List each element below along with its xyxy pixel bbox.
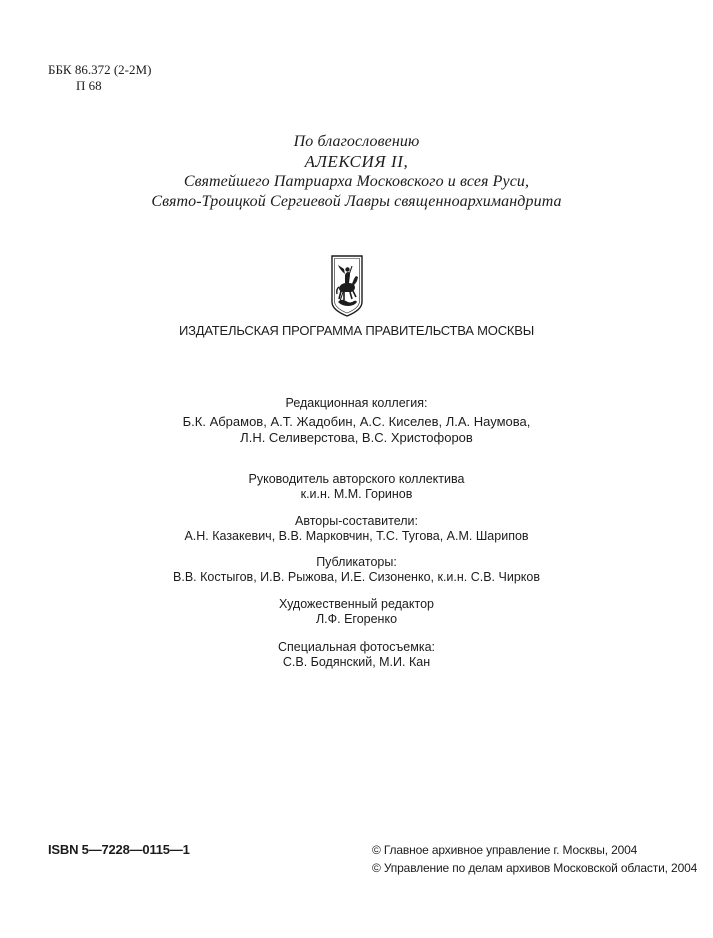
publishers-names: В.В. Костыгов, И.В. Рыжова, И.Е. Сизоненко, к.и.н. С.В. Чирков [173,570,540,584]
isbn: ISBN 5—7228—0115—1 [48,842,190,857]
head-of-authors-role: Руководитель авторского коллектива [248,472,465,486]
author-mark: П 68 [76,78,102,93]
blessing-line-1: По благословению [293,133,420,150]
photography-names: С.В. Бодянский, М.И. Кан [282,655,431,669]
art-editor-name: Л.Ф. Егоренко [315,612,398,626]
art-editor-role: Художественный редактор [279,597,434,611]
editorial-board-names-2: Л.Н. Селиверстова, В.С. Христофоров [240,429,473,445]
publishing-program-title: ИЗДАТЕЛЬСКАЯ ПРОГРАММА ПРАВИТЕЛЬСТВА МОСКВЫ [178,323,535,338]
head-of-authors [0,472,713,502]
copyright-line-2: © Управление по делам архивов Московской области, 2004 [372,860,698,875]
blessing-line-3: Святейшего Патриарха Московского и всея Руси, [183,173,530,190]
patriarch-name: АЛЕКСИЯ II, [304,152,409,171]
bbk-classification [48,62,151,94]
publishers [0,555,713,585]
photography [0,640,713,670]
editorial-board-role: Редакционная коллегия: [285,396,428,410]
copyright-line-1: © Главное архивное управление г. Москвы, 2004 [372,843,638,857]
publishers-role: Публикаторы: [316,555,397,569]
blessing-block [0,132,713,212]
compilers-role: Авторы-составители: [295,514,418,528]
bbk-code: ББК 86.372 (2-2М) [48,62,152,77]
editorial-board-names-1: Б.К. Абрамов, А.Т. Жадобин, А.С. Киселев, Л.А. Наумова, [182,414,531,429]
copyright-notices [372,842,697,877]
compilers-names: А.Н. Казакевич, В.В. Марковчин, Т.С. Тугова, А.М. Шарипов [184,529,529,543]
head-of-authors-name: к.и.н. М.М. Горинов [300,487,413,501]
photography-role: Специальная фотосъемка: [277,640,436,654]
art-editor [0,597,713,627]
moscow-coat-of-arms-icon [330,254,364,318]
compilers [0,514,713,544]
blessing-line-4: Свято-Троицкой Сергиевой Лавры священноархимандрита [151,193,562,210]
editorial-board [0,396,713,445]
